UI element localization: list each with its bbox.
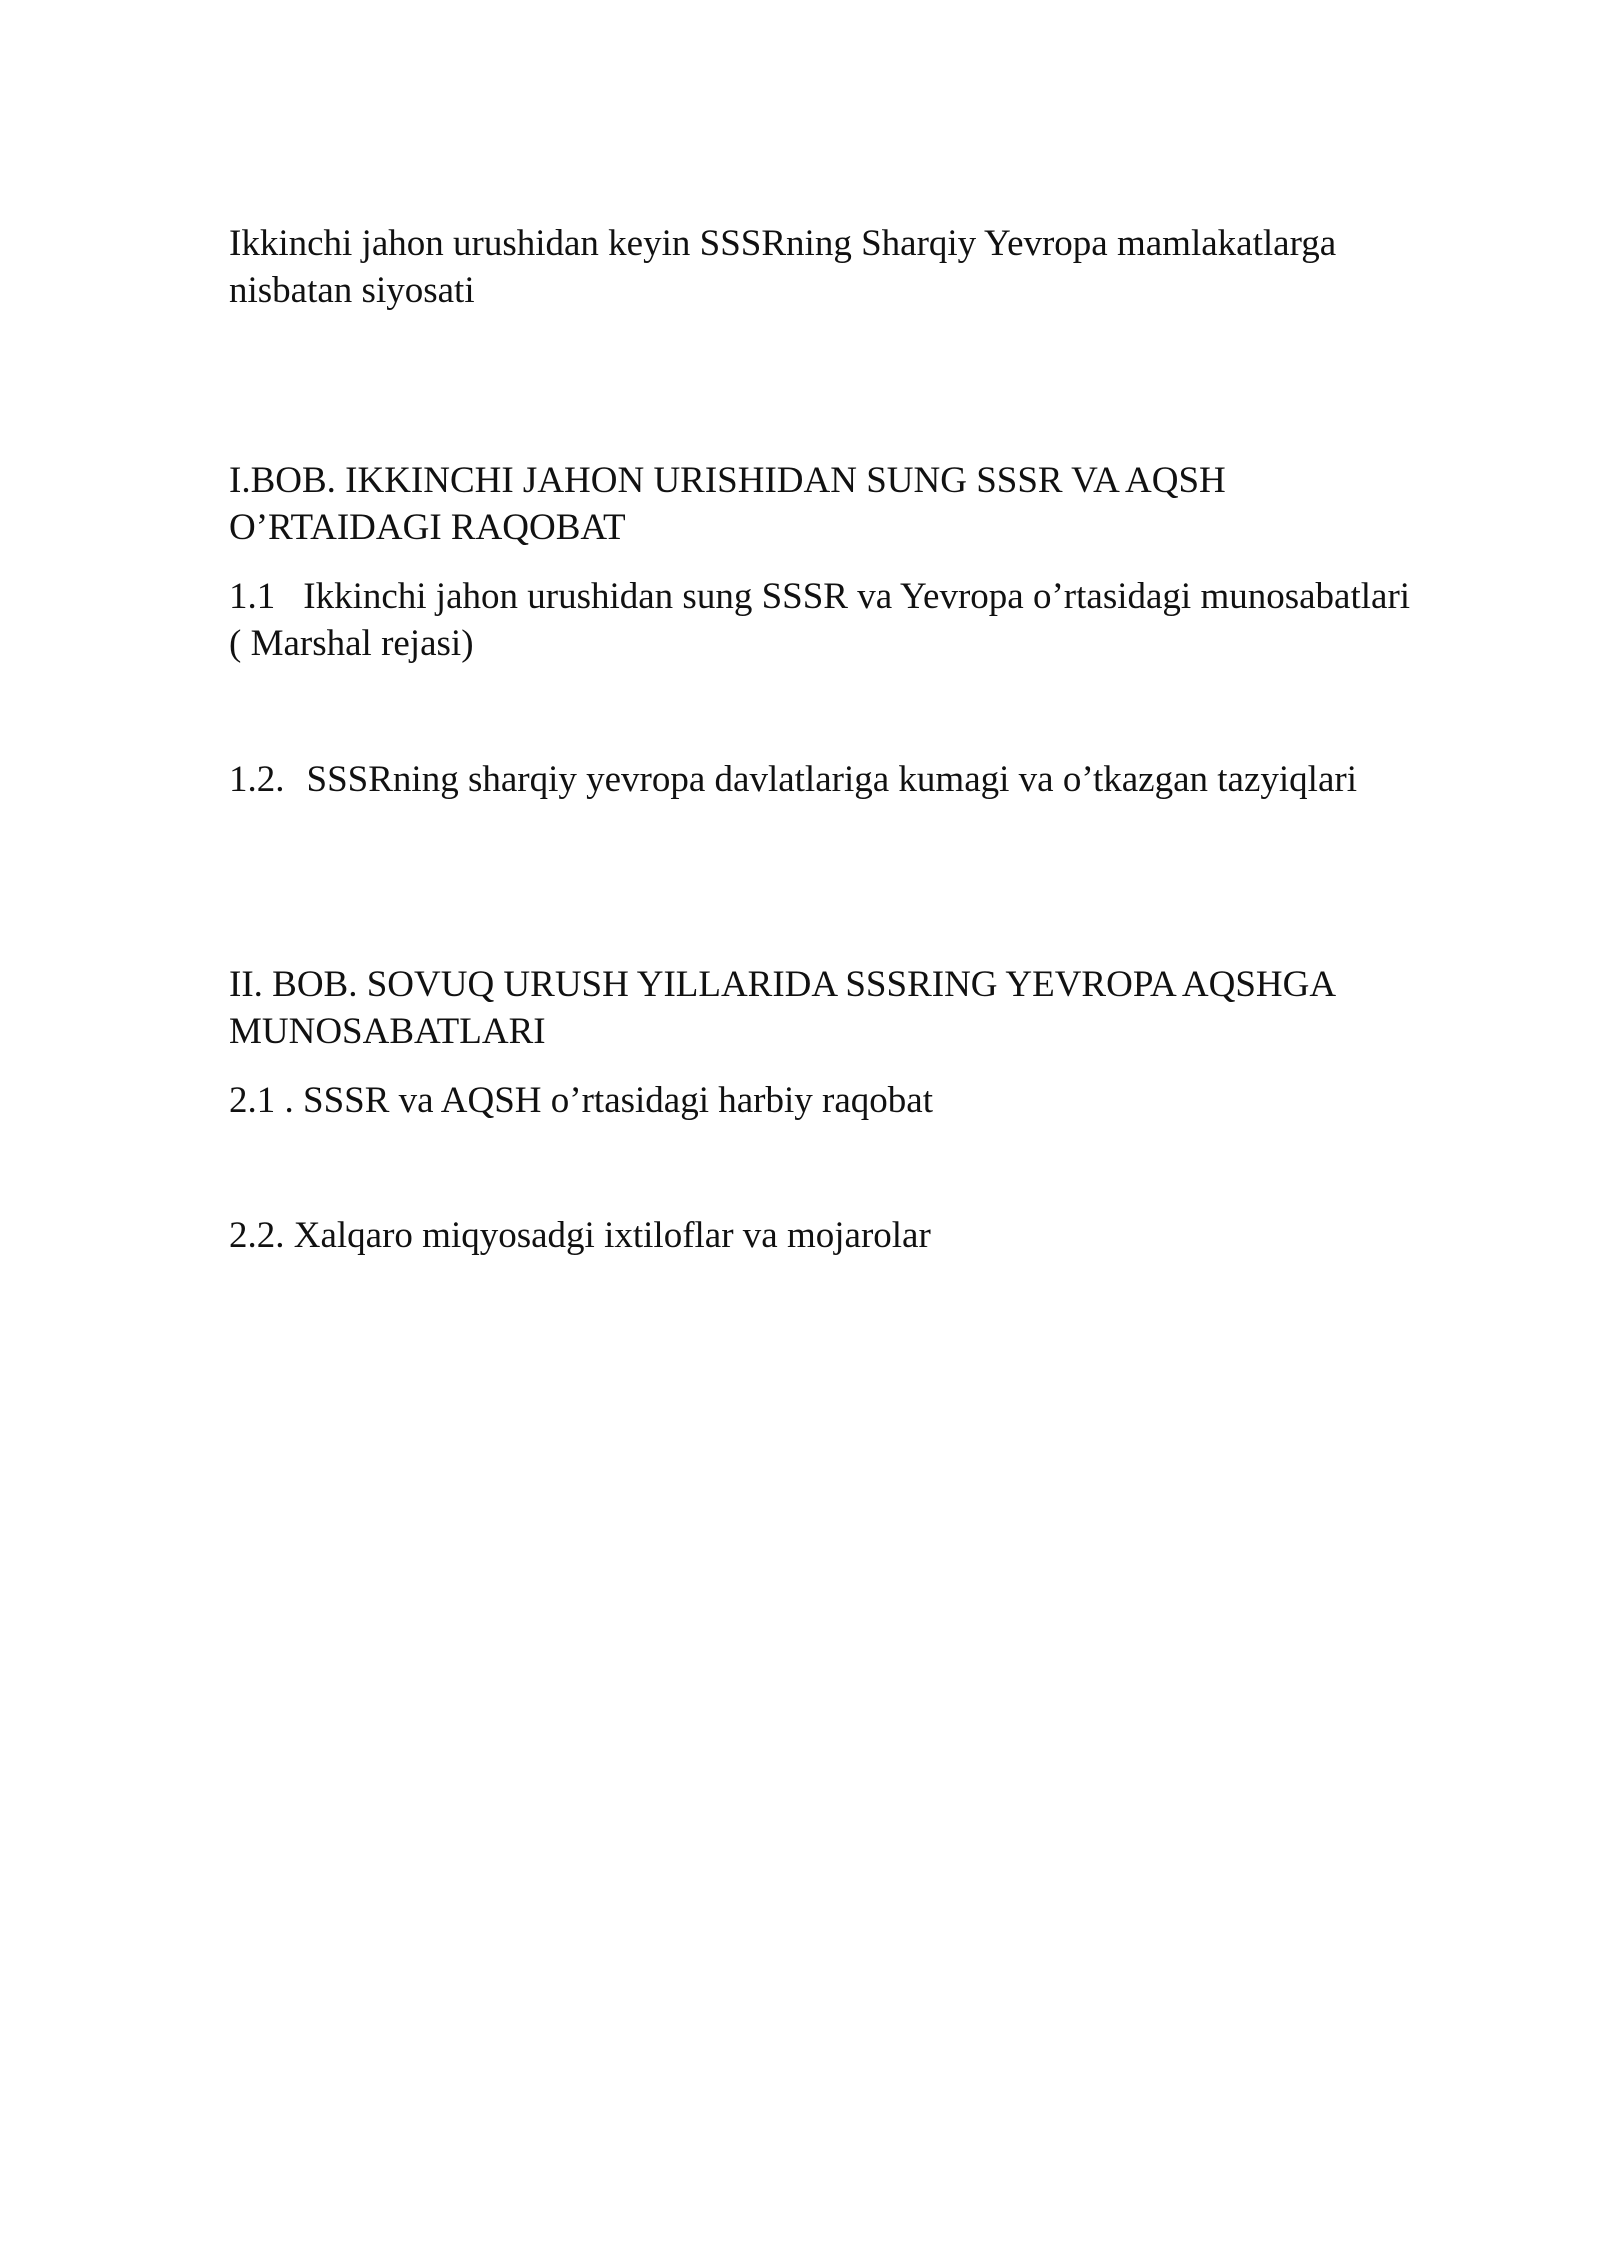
section-1-2-number: 1.2.	[229, 759, 285, 800]
section-2-1-line: 2.1 . SSSR va AQSH o’rtasidagi harbiy raqobat	[229, 1080, 933, 1121]
chapter-1-heading-line-1: I.BOB. IKKINCHI JAHON URISHIDAN SUNG SSSR VA AQSH	[229, 460, 1226, 501]
section-1-2-title: SSSRning sharqiy yevropa davlatlariga kumagi va o’tkazgan tazyiqlari	[306, 759, 1357, 800]
chapter-1-heading-line-2: O’RTAIDAGI RAQOBAT	[229, 507, 626, 548]
section-1-1-line-2: ( Marshal rejasi)	[229, 623, 474, 664]
section-1-1-line-1	[229, 573, 1410, 620]
chapter-2-heading-line-2: MUNOSABATLARI	[229, 1011, 546, 1052]
section-1-1-number: 1.1	[229, 576, 276, 617]
section-2-2-line: 2.2. Xalqaro miqyosadgi ixtiloflar va mojarolar	[229, 1215, 931, 1256]
section-1-1-title: Ikkinchi jahon urushidan sung SSSR va Yevropa o’rtasidagi munosabatlari	[303, 576, 1411, 617]
section-1-2-line	[229, 756, 1357, 803]
chapter-2-heading-line-1: II. BOB. SOVUQ URUSH YILLARIDA SSSRING YEVROPA AQSHGA	[229, 964, 1337, 1005]
document-title-line-2: nisbatan siyosati	[229, 270, 475, 311]
document-title-line-1: Ikkinchi jahon urushidan keyin SSSRning Sharqiy Yevropa mamlakatlarga	[229, 223, 1337, 264]
